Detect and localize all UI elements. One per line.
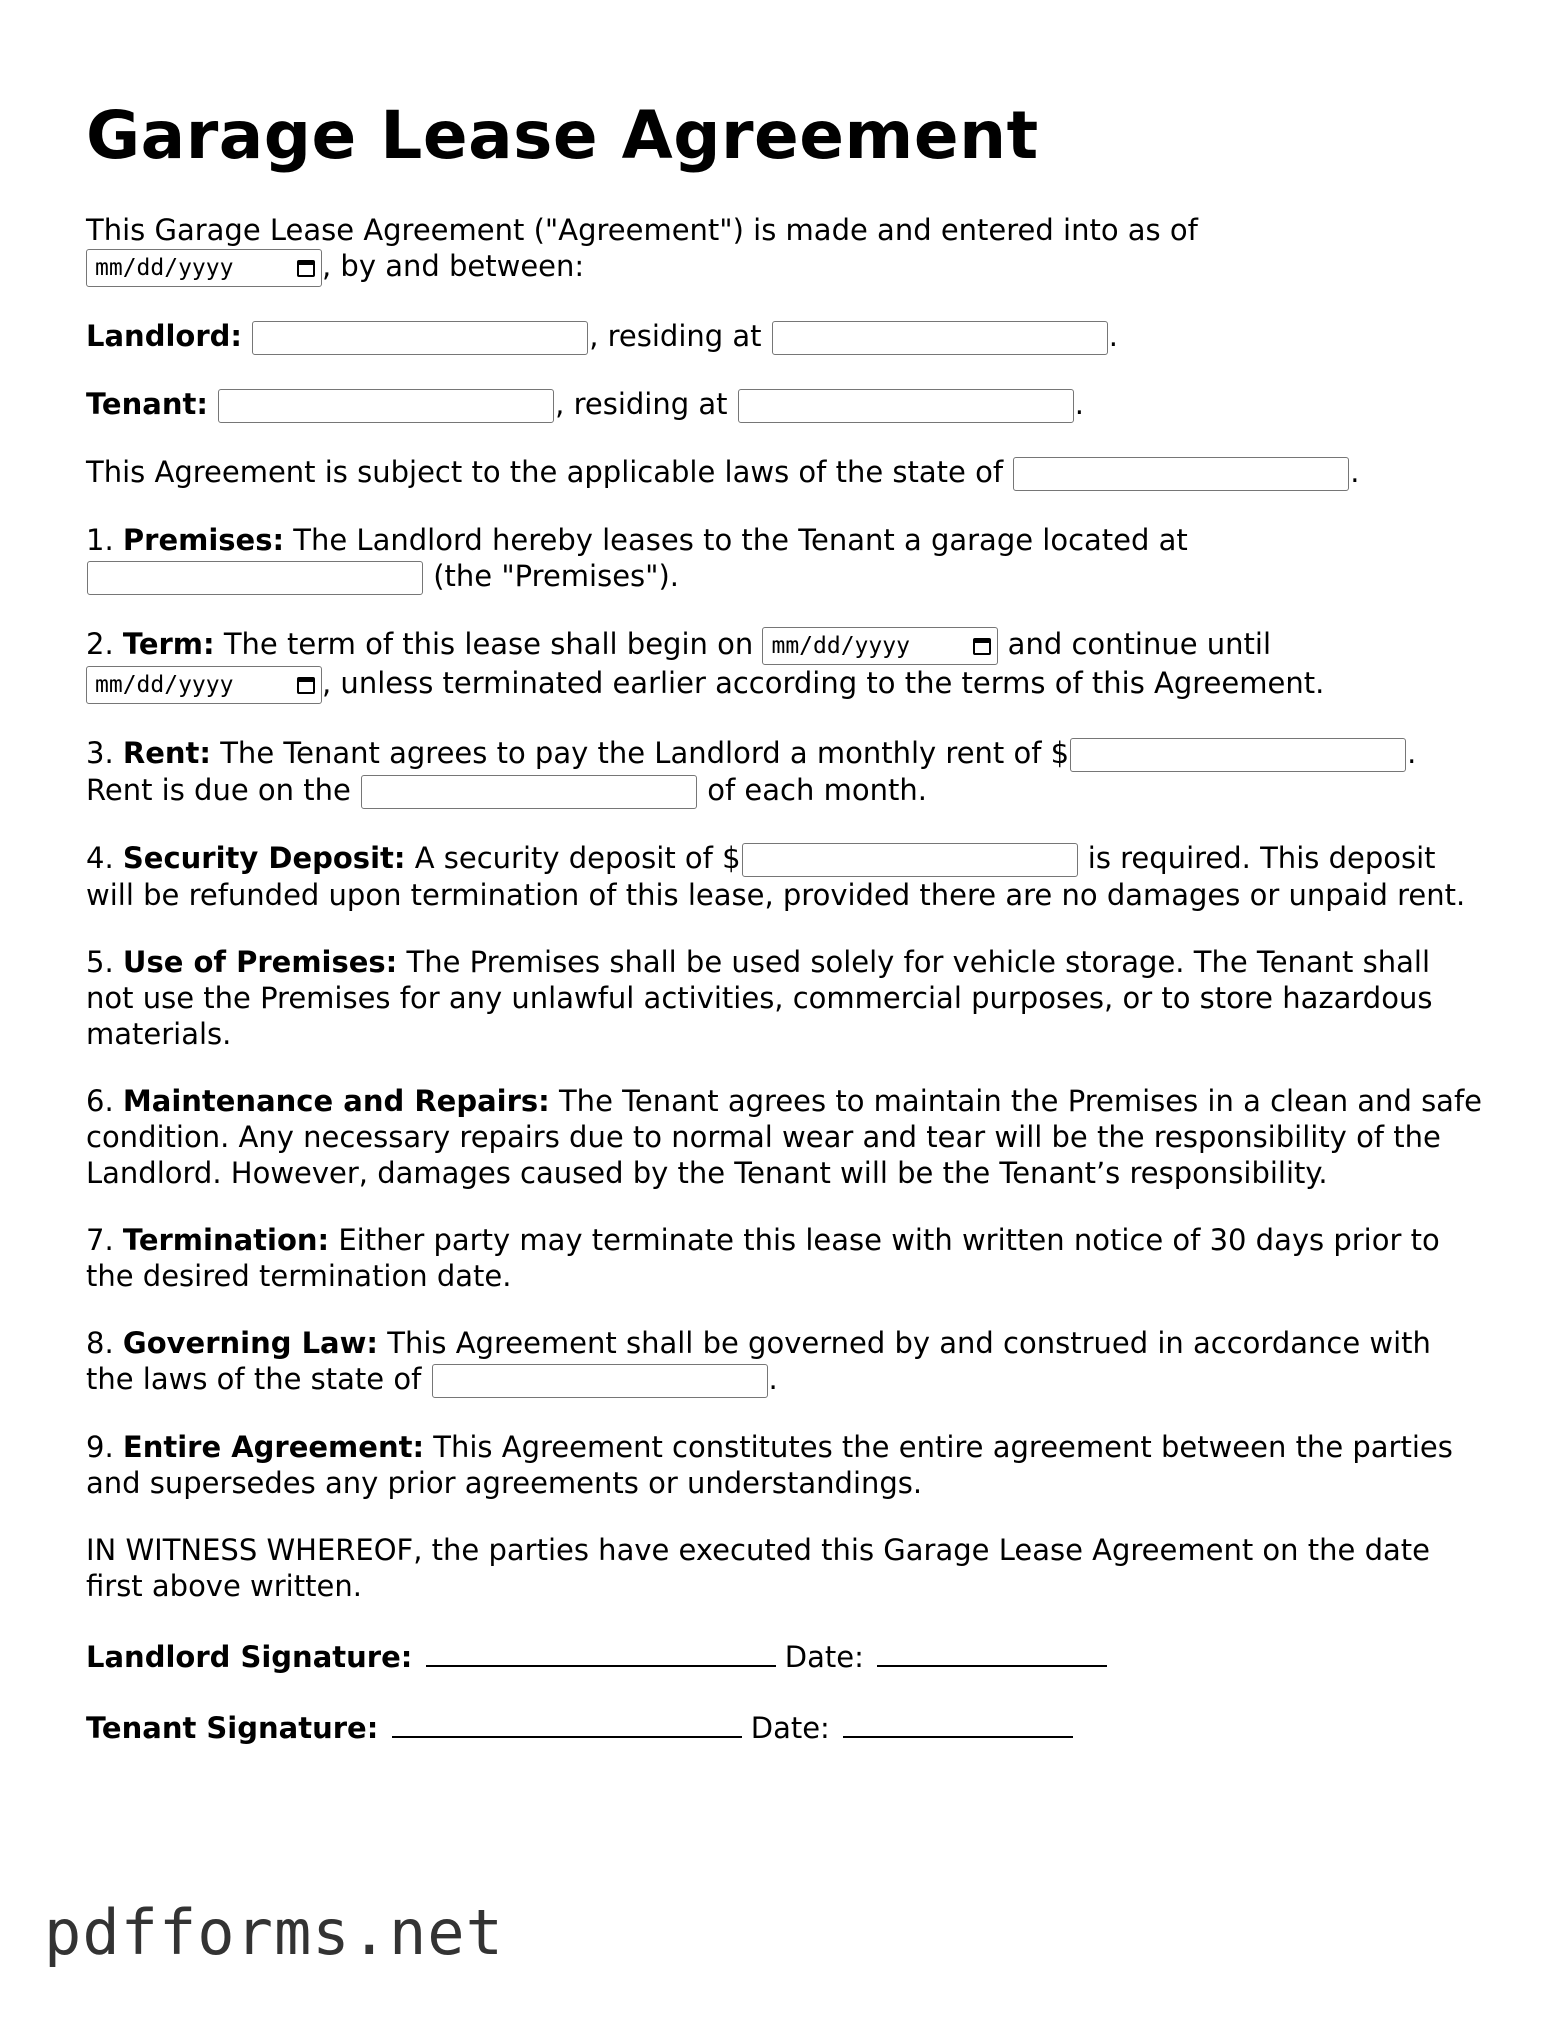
section-text: The Tenant agrees to maintain the Premises in a clean and safe condition. Any necessary repairs due to normal wear and tear will be the responsibility of the Landlord. However, damages caused by the Tenant will be the Tenant’s responsibility.: [86, 1084, 1482, 1190]
landlord-date-blank[interactable]: [877, 1635, 1107, 1667]
landlord-end: .: [1108, 319, 1118, 353]
section-number: 3.: [86, 736, 123, 770]
section-number: 5.: [86, 945, 123, 979]
section-text: The Premises shall be used solely for vehicle storage. The Tenant shall not use the Premises for any unlawful activities, commercial purposes, or to store hazardous materials.: [86, 945, 1433, 1051]
state-clause: [86, 454, 1486, 491]
section-number: 6.: [86, 1084, 123, 1118]
tenant-signature-blank[interactable]: [392, 1706, 742, 1738]
section-premises: [86, 522, 1486, 595]
tenant-label: Tenant:: [86, 387, 208, 421]
landlord-name-input[interactable]: [252, 321, 588, 355]
premises-address-input[interactable]: [87, 561, 423, 595]
tenant-date-blank[interactable]: [843, 1706, 1073, 1738]
date-label: Date:: [750, 1711, 830, 1745]
agreement-date-input[interactable]: [86, 249, 322, 287]
section-title: Governing Law:: [122, 1326, 379, 1360]
date-placeholder: mm/dd/yyyy: [95, 672, 234, 698]
section-text-after: is required. This deposit will be refunded upon termination of this lease, provided there are no damages or unpaid rent.: [86, 841, 1466, 912]
section-security-deposit: [86, 840, 1486, 913]
section-number: 2.: [86, 627, 123, 661]
calendar-icon[interactable]: [297, 260, 315, 277]
tenant-signature-line: [86, 1706, 1486, 1746]
section-text-after: , unless terminated earlier according to the terms of this Agreement.: [322, 666, 1325, 700]
term-start-date-input[interactable]: [762, 627, 998, 665]
landlord-residing-text: , residing at: [589, 319, 762, 353]
tenant-signature-label: Tenant Signature:: [86, 1711, 379, 1745]
section-number: 4.: [86, 841, 123, 875]
section-text: Either party may terminate this lease with written notice of 30 days prior to the desired termination date.: [86, 1223, 1440, 1293]
state-input[interactable]: [1013, 457, 1349, 491]
section-rent: [86, 735, 1486, 809]
intro-paragraph: [86, 212, 1486, 287]
landlord-signature-label: Landlord Signature:: [86, 1640, 413, 1674]
landlord-signature-blank[interactable]: [426, 1635, 776, 1667]
state-clause-end: .: [1350, 455, 1360, 489]
section-title: Security Deposit:: [122, 841, 406, 875]
landlord-line: [86, 318, 1486, 355]
intro-text-after: , by and between:: [322, 249, 585, 283]
calendar-icon[interactable]: [973, 638, 991, 655]
section-text-after: .: [768, 1362, 778, 1396]
section-text-middle: and continue until: [998, 627, 1272, 661]
tenant-line: [86, 386, 1486, 423]
section-governing-law: [86, 1325, 1486, 1398]
rent-due-text: Rent is due on the: [86, 773, 351, 807]
section-title: Term:: [122, 627, 215, 661]
date-label: Date:: [784, 1640, 864, 1674]
state-clause-text: This Agreement is subject to the applicable laws of the state of: [86, 455, 1004, 489]
rent-due-day-input[interactable]: [361, 775, 697, 809]
intro-text: This Garage Lease Agreement ("Agreement") is made and entered into as of: [86, 213, 1198, 247]
term-end-date-input[interactable]: [86, 666, 322, 704]
section-text-after: (the "Premises").: [424, 559, 680, 593]
tenant-residing-text: , residing at: [555, 387, 728, 421]
monthly-rent-input[interactable]: [1070, 738, 1406, 772]
section-title: Premises:: [122, 523, 285, 557]
section-title: Maintenance and Repairs:: [122, 1084, 550, 1118]
calendar-icon[interactable]: [297, 677, 315, 694]
section-text: The Landlord hereby leases to the Tenant a garage located at: [284, 523, 1188, 557]
witness-paragraph: IN WITNESS WHEREOF, the parties have executed this Garage Lease Agreement on the date first above written.: [86, 1533, 1430, 1603]
landlord-label: Landlord:: [86, 319, 242, 353]
page-title: Garage Lease Agreement: [86, 97, 1039, 174]
section-text: This Agreement constitutes the entire agreement between the parties and supersedes any prior agreements or understandings.: [86, 1430, 1453, 1500]
section-text: The term of this lease shall begin on: [214, 627, 754, 661]
security-deposit-input[interactable]: [742, 843, 1078, 877]
section-number: 1.: [86, 523, 123, 557]
section-title: Entire Agreement:: [122, 1430, 425, 1464]
section-text-middle: .: [1407, 736, 1417, 770]
section-title: Use of Premises:: [122, 945, 398, 979]
section-text: A security deposit of $: [405, 841, 741, 875]
landlord-address-input[interactable]: [772, 321, 1108, 355]
date-placeholder: mm/dd/yyyy: [95, 255, 234, 281]
section-maintenance: [86, 1083, 1486, 1191]
section-text: The Tenant agrees to pay the Landlord a monthly rent of $: [211, 736, 1070, 770]
section-title: Rent:: [122, 736, 211, 770]
watermark: pdfforms.net: [44, 1896, 504, 1969]
section-text-after: of each month.: [698, 773, 927, 807]
date-placeholder: mm/dd/yyyy: [771, 633, 910, 659]
tenant-address-input[interactable]: [738, 389, 1074, 423]
section-title: Termination:: [122, 1223, 330, 1257]
tenant-name-input[interactable]: [218, 389, 554, 423]
governing-state-input[interactable]: [432, 1364, 768, 1398]
section-term: [86, 626, 1486, 704]
section-termination: [86, 1222, 1486, 1294]
landlord-signature-line: [86, 1635, 1486, 1675]
section-entire-agreement: [86, 1429, 1486, 1501]
section-number: 7.: [86, 1223, 123, 1257]
section-number: 8.: [86, 1326, 123, 1360]
section-number: 9.: [86, 1430, 123, 1464]
tenant-end: .: [1074, 387, 1084, 421]
section-use-of-premises: [86, 944, 1486, 1052]
document-page: [86, 96, 1486, 1777]
section-text: This Agreement shall be governed by and construed in accordance with the laws of the state of: [86, 1326, 1431, 1396]
